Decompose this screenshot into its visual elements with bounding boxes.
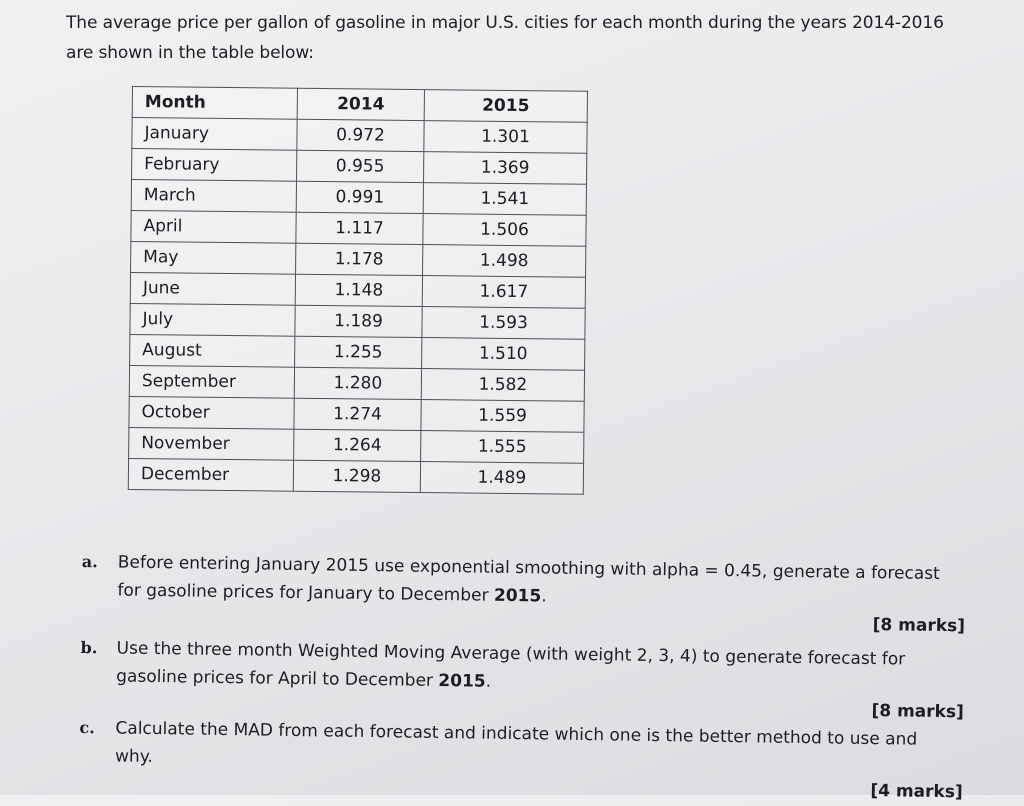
- marks-label: [8 marks]: [871, 701, 964, 723]
- price-2014-cell: 1.274: [294, 398, 421, 430]
- question-letter: b.: [80, 637, 98, 658]
- month-cell: September: [129, 365, 294, 398]
- price-2014-cell: 1.178: [296, 243, 423, 275]
- marks-label: [8 marks]: [872, 615, 966, 637]
- table-row: [132, 118, 587, 154]
- price-2015-cell: 1.582: [421, 369, 584, 402]
- question-text: Use the three month Weighted Moving Average (with weight 2, 3, 4) to generate forecast for gasoline prices for April to December 2015.: [116, 638, 906, 692]
- question-b: [80, 634, 971, 726]
- table-header-row: [132, 87, 587, 123]
- price-2014-cell: 1.255: [295, 336, 422, 368]
- month-cell: February: [132, 149, 297, 182]
- month-cell: March: [131, 180, 296, 213]
- table-row: [129, 365, 584, 401]
- price-2015-cell: 1.559: [421, 400, 584, 433]
- price-2014-cell: 0.991: [296, 181, 423, 213]
- table-row: [132, 149, 587, 185]
- month-cell: July: [130, 303, 295, 336]
- table-row: [129, 427, 584, 463]
- month-cell: November: [129, 427, 294, 460]
- month-cell: January: [132, 118, 297, 151]
- question-letter: c.: [79, 717, 95, 738]
- price-2015-cell: 1.498: [423, 245, 586, 278]
- question-a: [81, 548, 972, 640]
- month-cell: May: [131, 241, 296, 274]
- table-row: [128, 458, 583, 494]
- table-row: [129, 396, 584, 432]
- question-text: Calculate the MAD from each forecast and indicate which one is the better method to use and why.: [114, 718, 918, 768]
- header-month: Month: [132, 87, 297, 120]
- price-2015-cell: 1.506: [423, 214, 586, 247]
- price-2015-cell: 1.555: [421, 431, 584, 464]
- month-cell: August: [130, 334, 295, 367]
- table-row: [130, 272, 585, 308]
- table-row: [131, 180, 586, 216]
- price-2015-cell: 1.593: [422, 307, 585, 340]
- table-row: [131, 210, 586, 246]
- price-2015-cell: 1.301: [424, 121, 587, 154]
- price-2014-cell: 1.298: [293, 460, 420, 492]
- month-cell: December: [128, 458, 293, 491]
- question-letter: a.: [81, 551, 98, 572]
- question-text: Before entering January 2015 use exponential smoothing with alpha = 0.45, generate a forecast for gasoline prices for January to December 2015.: [117, 552, 940, 607]
- price-2015-cell: 1.617: [422, 276, 585, 309]
- price-2014-cell: 1.280: [294, 367, 421, 399]
- price-2015-cell: 1.489: [420, 462, 583, 495]
- intro-paragraph: The average price per gallon of gasoline in major U.S. cities for each month during the years 2014-2016 are shown in the table below:: [66, 13, 944, 63]
- questions-section: [79, 548, 972, 806]
- price-2014-cell: 1.264: [294, 429, 421, 461]
- table-row: [130, 303, 585, 339]
- price-2014-cell: 0.972: [297, 119, 424, 151]
- question-c: [79, 714, 970, 806]
- price-2014-cell: 1.189: [295, 305, 422, 337]
- table-row: [131, 241, 586, 277]
- price-2015-cell: 1.510: [422, 338, 585, 371]
- price-2015-cell: 1.369: [424, 152, 587, 185]
- price-2014-cell: 0.955: [297, 150, 424, 182]
- table-row: [130, 334, 585, 370]
- marks-label: [4 marks]: [870, 781, 963, 803]
- price-2014-cell: 1.148: [295, 274, 422, 306]
- month-cell: June: [130, 272, 295, 305]
- month-cell: April: [131, 210, 296, 243]
- header-2015: 2015: [424, 90, 587, 123]
- price-2015-cell: 1.541: [423, 183, 586, 216]
- gas-price-table: [128, 86, 588, 495]
- month-cell: October: [129, 396, 294, 429]
- header-2014: 2014: [297, 88, 424, 120]
- price-2014-cell: 1.117: [296, 212, 423, 244]
